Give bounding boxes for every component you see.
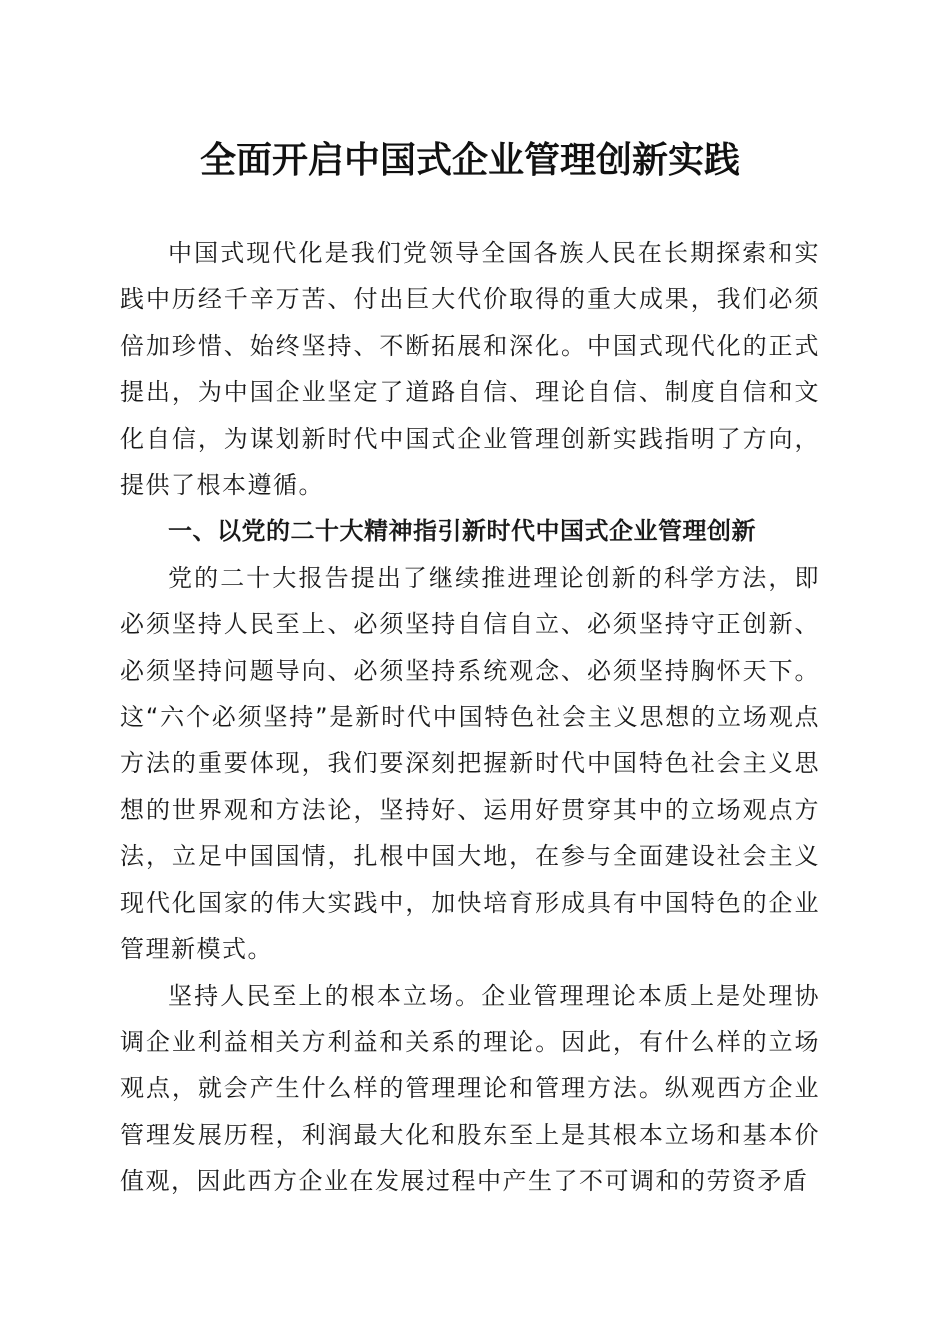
intro-paragraph: 中国式现代化是我们党领导全国各族人民在长期探索和实践中历经千辛万苦、付出巨大代价取得的重大成果，我们必须倍加珍惜、始终坚持、不断拓展和深化。中国式现代化的正式提出，为中国企业坚定了道路自信、理论自信、制度自信和文化自信，为谋划新时代中国式企业管理创新实践指明了方向，提供了根本遵循。 [120, 239, 820, 500]
body-paragraph: 坚持人民至上的根本立场。企业管理理论本质上是处理协调企业利益相关方利益和关系的理论。因此，有什么样的立场观点，就会产生什么样的管理理论和管理方法。纵观西方企业管理发展历程，利润最大化和股东至上是其根本立场和基本价值观，因此西方企业在发展过程中产生了不可调和的劳资矛盾 [120, 981, 820, 1196]
body-paragraph: 党的二十大报告提出了继续推进理论创新的科学方法，即必须坚持人民至上、必须坚持自信自立、必须坚持守正创新、必须坚持问题导向、必须坚持系统观念、必须坚持胸怀天下。这“六个必须坚持”是新时代中国特色社会主义思想的立场观点方法的重要体现，我们要深刻把握新时代中国特色社会主义思想的世界观和方法论，坚持好、运用好贯穿其中的立场观点方法，立足中国国情，扎根中国大地，在参与全面建设社会主义现代化国家的伟大实践中，加快培育形成具有中国特色的企业管理新模式。 [120, 563, 820, 964]
document-title: 全面开启中国式企业管理创新实践 [199, 139, 740, 181]
document-body [120, 230, 820, 1205]
section-heading: 一、以党的二十大精神指引新时代中国式企业管理创新 [168, 517, 756, 546]
